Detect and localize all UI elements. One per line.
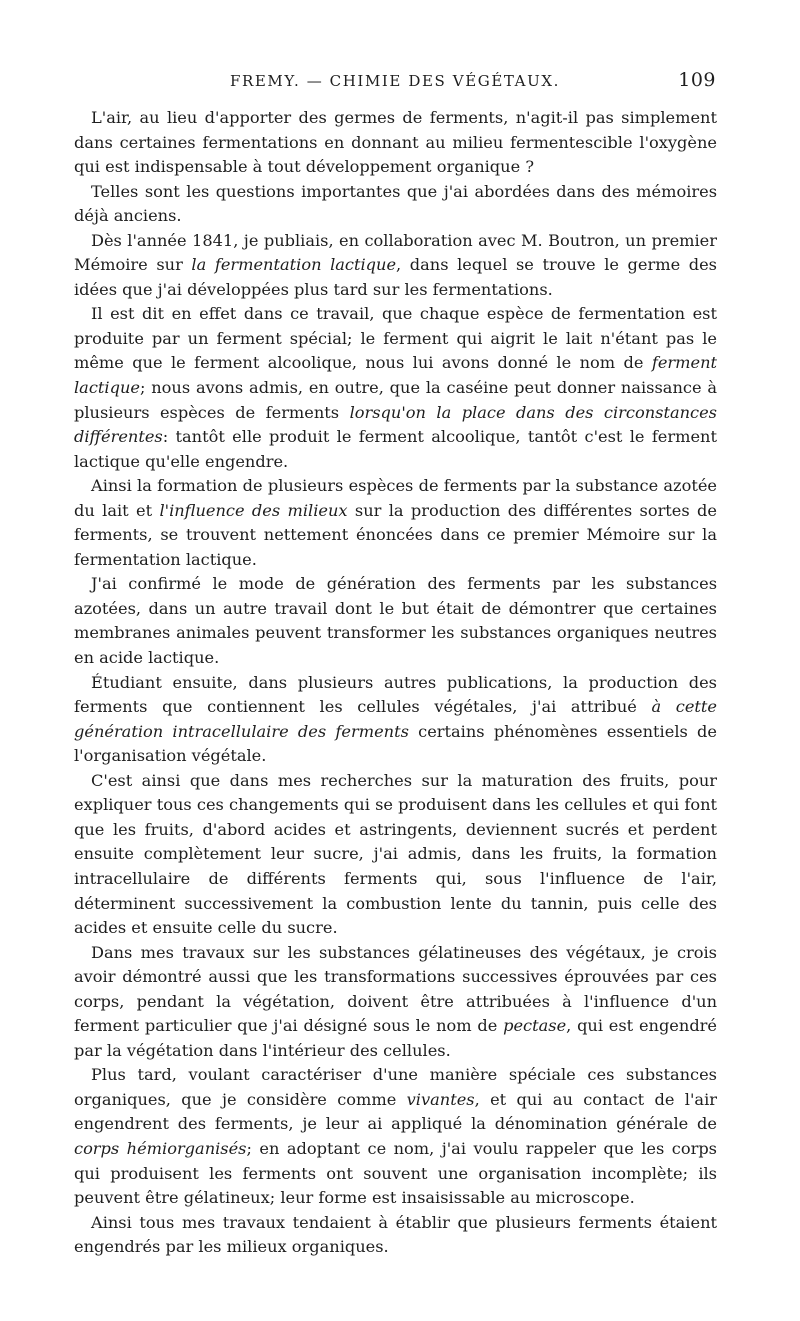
running-head: FREMY. — CHIMIE DES VÉGÉTAUX. [229,72,560,90]
paragraph [74,941,717,1064]
text-run: Plus tard, voulant caractériser d'une manière spéciale ces substances organiques, que je considère comme [74,1065,717,1109]
paragraph [74,302,717,474]
text-run: sur la production des différentes sortes de ferments, se trouvent nettement énoncées dans ce premier Mémoire sur la fermentation lactique. [74,500,717,569]
paragraph [74,671,717,769]
text-run: Dans mes travaux sur les substances gélatineuses des végétaux, je crois avoir démontré aussi que les transformations successives éprouvées par ces corps, pendant la végétation, doivent être attribuées à l'influence d'un ferment particulier que j'ai désigné sous le nom de [74,942,717,1036]
paragraph [74,474,717,572]
paragraph [74,229,717,303]
text-run: J'ai confirmé le mode de génération des ferments par les substances azotées, dans un autre travail dont le but était de démontrer que certaines membranes animales peuvent transformer les substances organiques neutres en acide lactique. [74,574,717,668]
italic-text: la fermentation lactique [191,255,397,275]
page-number: 109 [678,69,716,91]
paragraph [74,1211,717,1260]
text-run: C'est ainsi que dans mes recherches sur la maturation des fruits, pour expliquer tous ces changements qui se produisent dans les cellules et qui font que les fruits, d'abord acides et astringents, deviennent sucrés et perdent ensuite complètement leur sucre, j'ai admis, dans les fruits, la formation intracellulaire de différents ferments qui, sous l'influence de l'air, déterminent successivement la combustion lente du tannin, puis celle des acides et ensuite celle du sucre. [74,770,717,938]
paragraph [74,1063,717,1210]
paragraph [74,180,717,229]
body-text [74,106,717,1260]
text-run: Il est dit en effet dans ce travail, que chaque espèce de fermentation est produite par un ferment spécial; le ferment qui aigrit le lait n'étant pas le même que le ferment alcoolique, nous lui avons donné le nom de [74,304,717,373]
page-header [74,69,716,98]
italic-text: l'influence des milieux [159,500,348,520]
paragraph [74,572,717,670]
text-run: , dans lequel se trouve le germe des idées que j'ai développées plus tard sur les fermentations. [74,255,717,299]
italic-text: corps hémiorganisés [74,1138,247,1158]
italic-text: à cette génération intracellulaire des ferments [74,697,717,741]
text-run: ; nous avons admis, en outre, que la caséine peut donner naissance à plusieurs espèces de ferments [74,378,717,422]
text-run: , qui est engendré par la végétation dans l'intérieur des cellules. [74,1016,717,1060]
text-run: : tantôt elle produit le ferment alcoolique, tantôt c'est le ferment lactique qu'elle engendre. [74,427,717,471]
text-run: Ainsi tous mes travaux tendaient à établir que plusieurs ferments étaient engendrés par les milieux organiques. [74,1212,717,1257]
text-run: Ainsi la formation de plusieurs espèces de ferments par la substance azotée du lait et [74,476,717,520]
italic-text: pectase [503,1016,567,1036]
italic-text: vivantes [406,1089,475,1109]
text-run: Étudiant ensuite, dans plusieurs autres publications, la production des ferments que contiennent les cellules végétales, j'ai attribué [74,672,717,717]
paragraph [74,106,717,180]
text-run: certains phénomènes essentiels de l'organisation végétale. [74,721,717,766]
text-run: L'air, au lieu d'apporter des germes de ferments, n'agit-il pas simplement dans certaines fermentations en donnant au milieu fermentescible l'oxygène qui est indispensable à tout développement organique ? [74,108,717,177]
text-run: , et qui au contact de l'air engendrent des ferments, je leur ai appliqué la dénomination générale de [74,1089,717,1134]
paragraph [74,769,717,941]
italic-text: ferment lactique [74,353,717,398]
text-run: Dès l'année 1841, je publiais, en collaboration avec M. Boutron, un premier Mémoire sur [74,230,717,275]
text-run: Telles sont les questions importantes que j'ai abordées dans des mémoires déjà anciens. [74,181,717,226]
text-run: ; en adoptant ce nom, j'ai voulu rappeler que les corps qui produisent les ferments ont souvent une organisation incomplète; ils peuvent être gélatineux; leur forme est insaisissable au microscope. [74,1138,717,1208]
italic-text: lorsqu'on la place dans des circonstances différentes [74,402,717,447]
